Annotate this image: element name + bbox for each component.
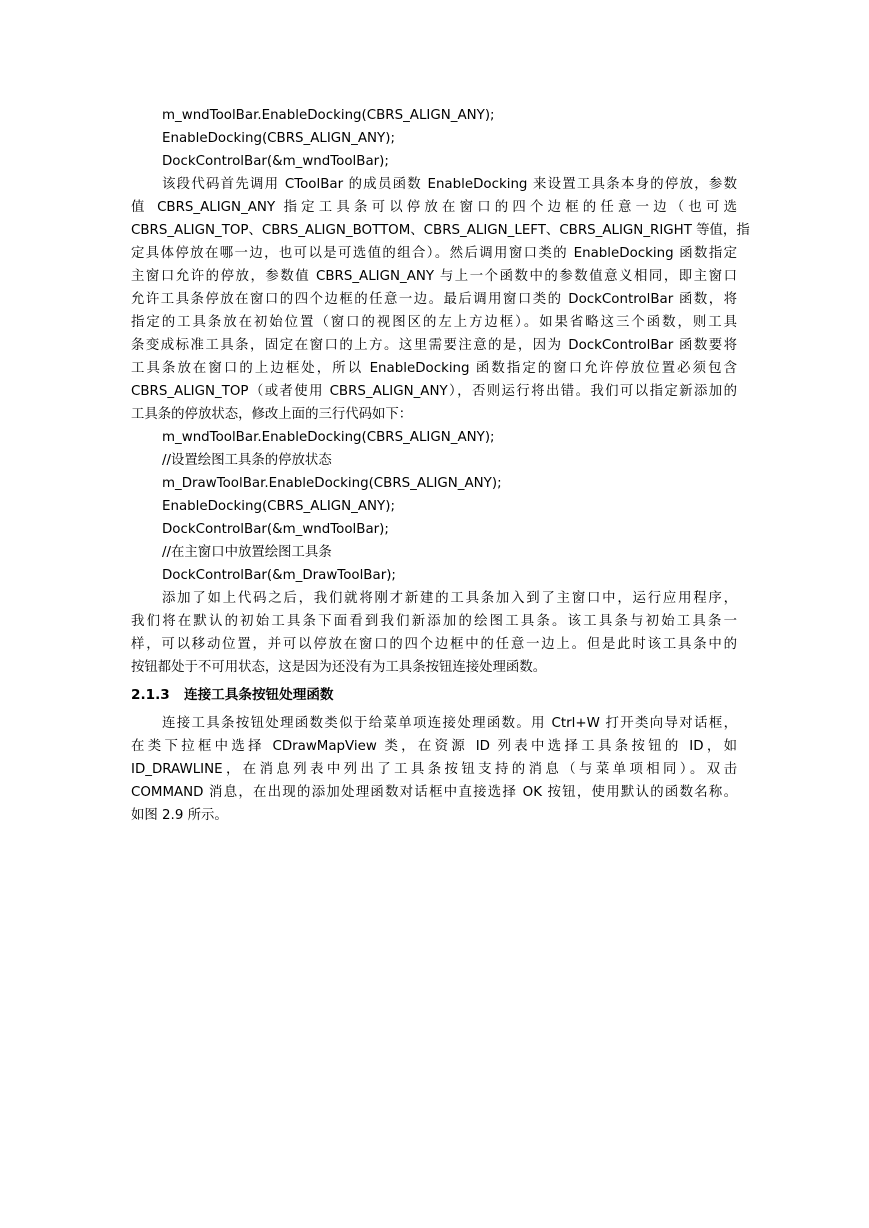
code-line: EnableDocking(CBRS_ALIGN_ANY); — [162, 499, 395, 514]
paragraph-line: 指定的工具条放在初始位置（窗口的视图区的左上方边框）。如果省略这三个函数，则工具 — [131, 315, 737, 330]
paragraph-line: 允许工具条停放在窗口的四个边框的任意一边。最后调用窗口类的 DockControlBar 函数，将 — [131, 292, 737, 307]
paragraph-line: 我们将在默认的初始工具条下面看到我们新添加的绘图工具条。该工具条与初始工具条一 — [131, 614, 737, 629]
paragraph-line: CBRS_ALIGN_TOP、CBRS_ALIGN_BOTTOM、CBRS_ALIGN_LEFT、CBRS_ALIGN_RIGHT 等值，指 — [131, 223, 750, 238]
paragraph-toolbar-added — [131, 587, 737, 679]
paragraph-docking-explanation — [131, 173, 750, 426]
paragraph-line: 如图 2.9 所示。 — [131, 808, 228, 823]
paragraph-line: 连接工具条按钮处理函数类似于给菜单项连接处理函数。用 Ctrl+W 打开类向导对话框， — [162, 716, 737, 731]
paragraph-line: CBRS_ALIGN_TOP（或者使用 CBRS_ALIGN_ANY），否则运行将出错。我们可以指定新添加的 — [131, 384, 737, 399]
code-line: DockControlBar(&m_wndToolBar); — [162, 154, 389, 169]
paragraph-line: 主窗口允许的停放，参数值 CBRS_ALIGN_ANY 与上一个函数中的参数值意义相同，即主窗口 — [131, 269, 737, 284]
paragraph-line: COMMAND 消息，在出现的添加处理函数对话框中直接选择 OK 按钮，使用默认的函数名称。 — [131, 785, 737, 800]
code-line: m_DrawToolBar.EnableDocking(CBRS_ALIGN_ANY); — [162, 476, 502, 491]
code-comment: //在主窗口中放置绘图工具条 — [162, 545, 332, 560]
code-line: EnableDocking(CBRS_ALIGN_ANY); — [162, 131, 395, 146]
paragraph-line: 工具条的停放状态，修改上面的三行代码如下： — [131, 407, 413, 422]
page-content — [131, 104, 750, 827]
paragraph-line: 添加了如上代码之后，我们就将刚才新建的工具条加入到了主窗口中，运行应用程序， — [162, 591, 737, 606]
code-comment: //设置绘图工具条的停放状态 — [162, 453, 332, 468]
paragraph-line: ID_DRAWLINE，在消息列表中列出了工具条按钮支持的消息（与菜单项相同）。双击 — [131, 762, 737, 777]
code-block-docking — [131, 104, 737, 173]
code-line: DockControlBar(&m_DrawToolBar); — [162, 568, 396, 583]
paragraph-line: 定具体停放在哪一边，也可以是可选值的组合）。然后调用窗口类的 EnableDocking 函数指定 — [131, 246, 737, 261]
paragraph-line: 值 CBRS_ALIGN_ANY 指定工具条可以停放在窗口的四个边框的任意一边（也可选 — [131, 200, 737, 215]
section-title: 连接工具条按钮处理函数 — [184, 687, 334, 703]
paragraph-line: 在类下拉框中选择 CDrawMapView 类，在资源 ID 列表中选择工具条按钮的 ID，如 — [131, 739, 737, 754]
section-number: 2.1.3 — [131, 687, 170, 703]
paragraph-line: 该段代码首先调用 CToolBar 的成员函数 EnableDocking 来设置工具条本身的停放，参数 — [162, 177, 737, 192]
paragraph-line: 样，可以移动位置，并可以停放在窗口的四个边框中的任意一边上。但是此时该工具条中的 — [131, 637, 737, 652]
paragraph-line: 条变成标准工具条，固定在窗口的上方。这里需要注意的是，因为 DockControlBar 函数要将 — [131, 338, 737, 353]
paragraph-line: 按钮都处于不可用状态，这是因为还没有为工具条按钮连接处理函数。 — [131, 660, 547, 675]
section-heading — [131, 684, 737, 707]
paragraph-line: 工具条放在窗口的上边框处，所以 EnableDocking 函数指定的窗口允许停放位置必须包含 — [131, 361, 737, 376]
paragraph-connect-handlers — [131, 712, 737, 827]
code-line: m_wndToolBar.EnableDocking(CBRS_ALIGN_ANY); — [162, 108, 495, 123]
code-line: m_wndToolBar.EnableDocking(CBRS_ALIGN_ANY); — [162, 430, 495, 445]
code-line: DockControlBar(&m_wndToolBar); — [162, 522, 389, 537]
code-block-draw-toolbar — [131, 426, 737, 587]
